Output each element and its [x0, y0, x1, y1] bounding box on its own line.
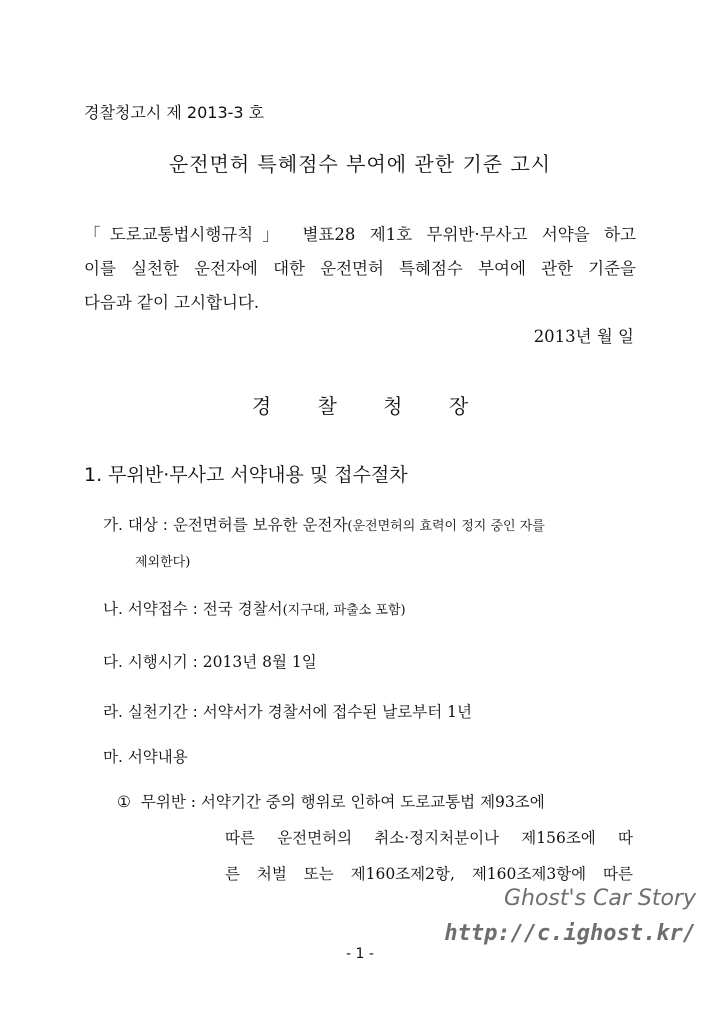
intro-line-2: 이를 실천한 운전자에 대한 운전면허 특혜점수 부여에 관한 기준을: [84, 259, 636, 278]
item-label: 다. 시행시기 :: [103, 653, 203, 671]
sub-item-line-3: 른 처벌 또는 제160조제2항, 제160조제3항에 따른: [225, 865, 633, 883]
item-label: 라. 실천기간 :: [103, 703, 203, 721]
list-item-pledge-intake: [103, 597, 406, 619]
page-number: - 1 -: [346, 946, 374, 962]
item-text: 운전면허를 보유한 운전자: [172, 516, 348, 534]
item-note: (운전면허의 효력이 정지 중인 자를: [347, 519, 545, 534]
item-text: 2013년 8월 1일: [202, 653, 317, 671]
item-label: 마. 서약내용: [103, 748, 188, 766]
list-item-pledge-content: [103, 745, 188, 767]
issue-date: 2013년 월 일: [533, 327, 634, 346]
sub-item-no-violation: [117, 790, 545, 812]
intro-line-3: 다음과 같이 고시합니다.: [84, 293, 260, 312]
item-note: (지구대, 파출소 포함): [282, 603, 406, 618]
list-item-effective-date: [103, 650, 317, 672]
circled-number-one: ①: [117, 793, 131, 811]
list-item-target: [103, 513, 545, 535]
item-label: 나. 서약접수 :: [103, 600, 203, 618]
section-heading: 1. 무위반·무사고 서약내용 및 접수절차: [84, 464, 408, 486]
list-item-period: [103, 700, 472, 722]
sub-item-label: 무위반 :: [140, 793, 201, 811]
watermark-url: http://c.ighost.kr/: [444, 921, 696, 946]
item-text: 전국 경찰서: [202, 600, 283, 618]
sub-item-line-1: 서약기간 중의 행위로 인하여 도로교통법 제93조에: [200, 793, 545, 811]
item-label: 가. 대상 :: [103, 516, 173, 534]
sub-item-line-2: 따른 운전면허의 취소·정지처분이나 제156조에 따: [225, 829, 633, 847]
intro-line-1: 「도로교통법시행규칙」 별표28 제1호 무위반·무사고 서약을 하고: [84, 225, 636, 244]
list-item-target-cont: 제외한다): [135, 555, 191, 570]
intro-paragraph: [84, 218, 636, 320]
notice-number: 경찰청고시 제 2013-3 호: [84, 103, 265, 122]
document-title: 운전면허 특혜점수 부여에 관한 기준 고시: [168, 152, 552, 176]
issuer: 경 찰 청 장: [251, 394, 489, 418]
item-text: 서약서가 경찰서에 접수된 날로부터 1년: [202, 703, 472, 721]
watermark-title: Ghost's Car Story: [503, 886, 696, 911]
